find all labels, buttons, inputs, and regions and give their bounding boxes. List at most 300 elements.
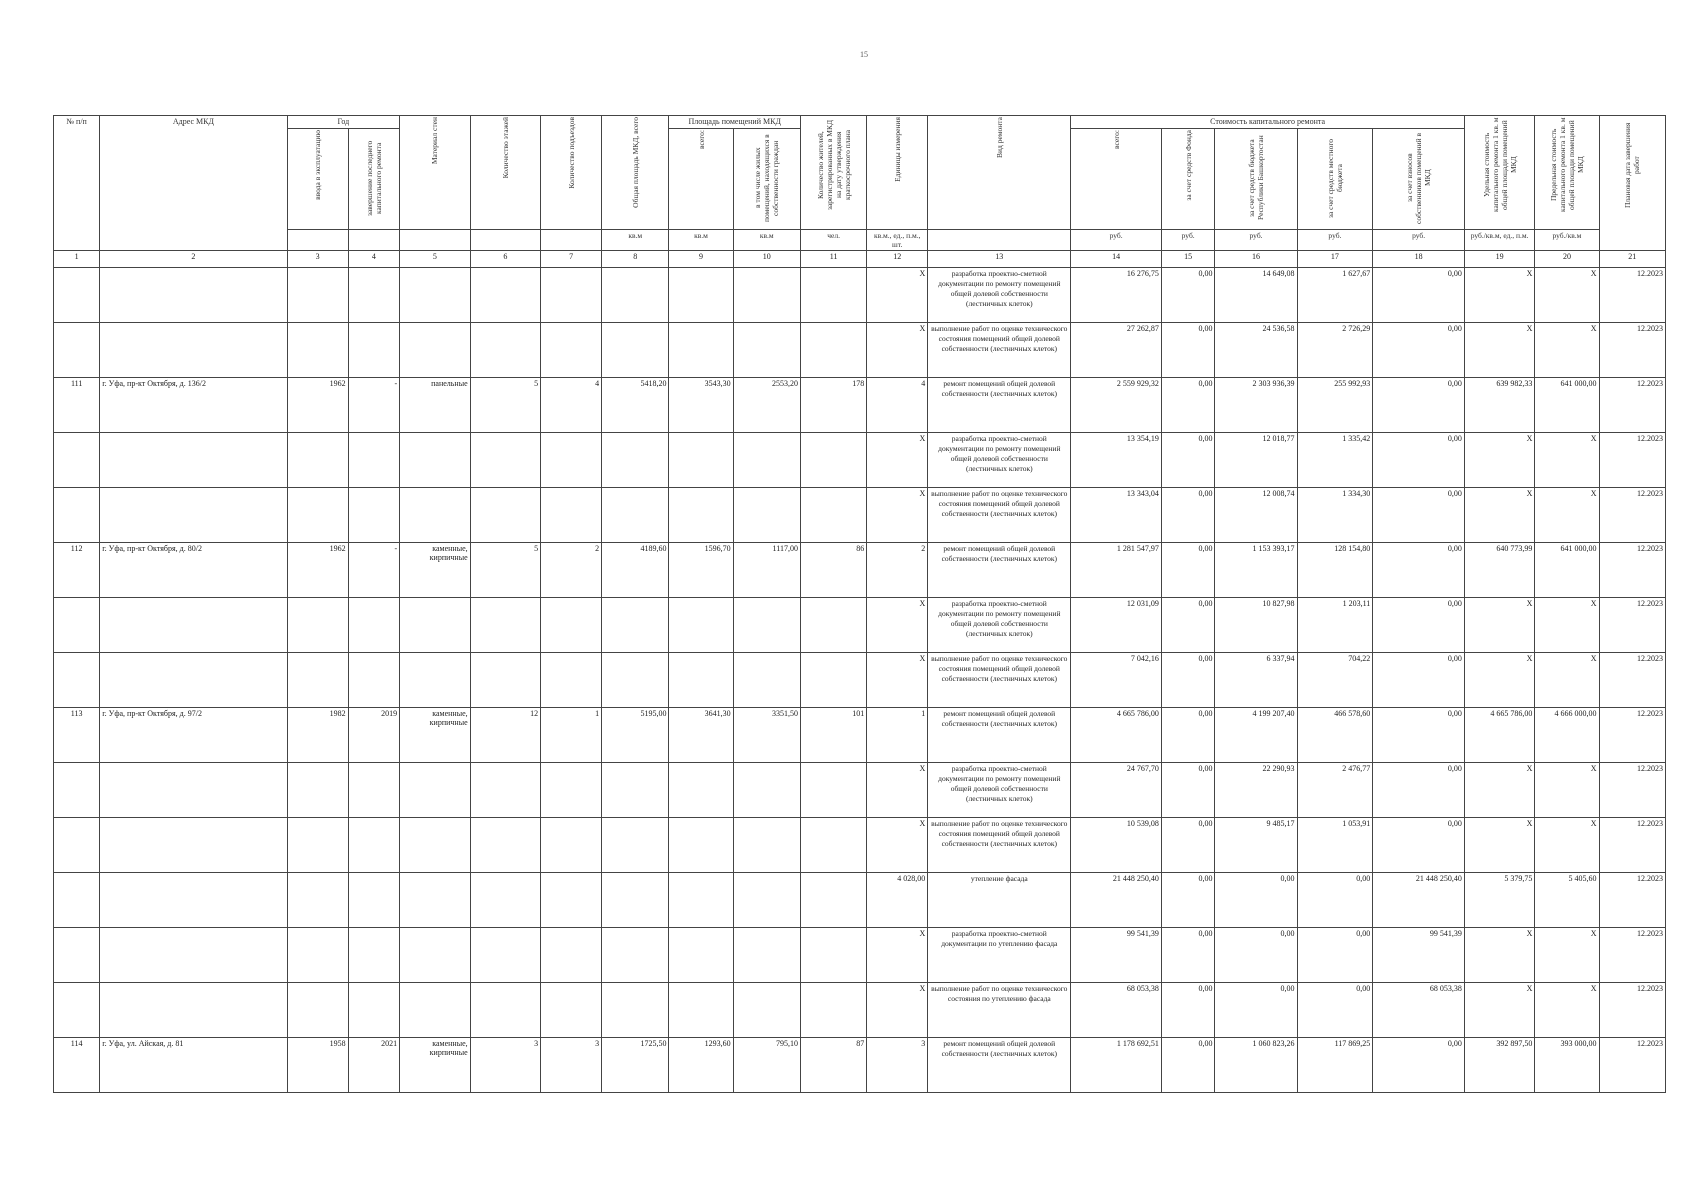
header-cost-owners: за счет взносов собственников помещений в МКД — [1373, 129, 1465, 230]
column-number: 7 — [541, 251, 602, 268]
cost-local: 1 203,11 — [1297, 598, 1373, 653]
cost-republic: 12 018,77 — [1215, 433, 1297, 488]
table-row — [54, 983, 1666, 1038]
empty-cell — [100, 983, 287, 1038]
empty-cell — [100, 598, 287, 653]
table-row — [54, 323, 1666, 378]
empty-cell — [602, 323, 669, 378]
page-number: 15 — [860, 50, 868, 59]
empty-cell — [800, 598, 866, 653]
house-address: г. Уфа, ул. Айская, д. 81 — [100, 1038, 287, 1093]
cost-local: 117 869,25 — [1297, 1038, 1373, 1093]
unit-measure: кв.м., ед., п.м., шт. — [867, 230, 928, 251]
empty-cell — [287, 818, 348, 873]
empty-cell — [669, 268, 733, 323]
cost-fund: 0,00 — [1161, 1038, 1215, 1093]
empty-cell — [348, 873, 400, 928]
cost-owners: 99 541,39 — [1373, 928, 1465, 983]
cost-owners: 0,00 — [1373, 708, 1465, 763]
unit-cost: X — [1464, 268, 1534, 323]
empty-cell — [669, 873, 733, 928]
repair-type: разработка проектно-сметной документации по ремонту помещений общей долевой собственности (лестничных клеток) — [928, 598, 1071, 653]
empty-cell — [287, 598, 348, 653]
header-cost-republic: за счет средств бюджета Республики Башкортостан — [1215, 129, 1297, 230]
empty-cell — [470, 763, 540, 818]
header-residents: Количество жителей, зарегистрированных в МКД на дату утверждения краткосрочного плана — [800, 116, 866, 230]
max-cost: 5 405,60 — [1535, 873, 1599, 928]
residents: 87 — [800, 1038, 866, 1093]
max-cost: X — [1535, 488, 1599, 543]
max-cost: X — [1535, 928, 1599, 983]
cost-republic: 10 827,98 — [1215, 598, 1297, 653]
unit-cost: X — [1464, 763, 1534, 818]
cost-fund: 0,00 — [1161, 323, 1215, 378]
empty-cell — [400, 598, 470, 653]
empty-cell — [470, 268, 540, 323]
planned-date: 12.2023 — [1599, 488, 1665, 543]
house-address: г. Уфа, пр-кт Октября, д. 97/2 — [100, 708, 287, 763]
total-area: 5195,00 — [602, 708, 669, 763]
empty-cell — [400, 488, 470, 543]
column-number: 19 — [1464, 251, 1534, 268]
unit-cost: 392 897,50 — [1464, 1038, 1534, 1093]
cost-republic: 12 008,74 — [1215, 488, 1297, 543]
unit-area-total: кв.м — [669, 230, 733, 251]
empty-cell — [400, 873, 470, 928]
column-number: 9 — [669, 251, 733, 268]
empty-cell — [541, 873, 602, 928]
cost-total: 99 541,39 — [1071, 928, 1161, 983]
max-cost: X — [1535, 763, 1599, 818]
header-area-group: Площадь помещений МКД — [669, 116, 801, 129]
empty-cell — [800, 268, 866, 323]
column-number: 8 — [602, 251, 669, 268]
repair-type: разработка проектно-сметной документации по ремонту помещений общей долевой собственности (лестничных клеток) — [928, 433, 1071, 488]
cost-total: 12 031,09 — [1071, 598, 1161, 653]
cost-fund: 0,00 — [1161, 378, 1215, 433]
empty-cell — [669, 488, 733, 543]
cost-owners: 0,00 — [1373, 818, 1465, 873]
cost-fund: 0,00 — [1161, 983, 1215, 1038]
floors: 3 — [470, 1038, 540, 1093]
empty-cell — [800, 983, 866, 1038]
table-row — [54, 1038, 1666, 1093]
table-row — [54, 378, 1666, 433]
table-row — [54, 708, 1666, 763]
cost-local: 0,00 — [1297, 983, 1373, 1038]
empty-cell — [348, 323, 400, 378]
empty-cell — [669, 818, 733, 873]
cost-fund: 0,00 — [1161, 708, 1215, 763]
year-last-repair: 2019 — [348, 708, 400, 763]
unit-cost: 640 773,99 — [1464, 543, 1534, 598]
empty-cell — [348, 818, 400, 873]
cost-owners: 0,00 — [1373, 598, 1465, 653]
wall-material: каменные, кирпичные — [400, 543, 470, 598]
empty-cell — [800, 818, 866, 873]
empty-cell — [287, 983, 348, 1038]
empty-cell — [348, 653, 400, 708]
empty-cell — [733, 433, 800, 488]
cost-republic: 14 649,08 — [1215, 268, 1297, 323]
house-address: г. Уфа, пр-кт Октября, д. 136/2 — [100, 378, 287, 433]
column-number: 16 — [1215, 251, 1297, 268]
year-built: 1982 — [287, 708, 348, 763]
unit-cost: X — [1464, 983, 1534, 1038]
year-built: 1958 — [287, 1038, 348, 1093]
unit-cost: X — [1464, 488, 1534, 543]
unit-quantity: 1 — [867, 708, 928, 763]
cost-local: 0,00 — [1297, 928, 1373, 983]
cost-fund: 0,00 — [1161, 598, 1215, 653]
empty-cell — [602, 268, 669, 323]
empty-cell — [602, 433, 669, 488]
column-number: 10 — [733, 251, 800, 268]
total-area: 5418,20 — [602, 378, 669, 433]
planned-date: 12.2023 — [1599, 983, 1665, 1038]
cost-republic: 22 290,93 — [1215, 763, 1297, 818]
empty-cell — [669, 653, 733, 708]
empty-cell — [541, 433, 602, 488]
empty-cell — [100, 488, 287, 543]
unit-cost: 4 665 786,00 — [1464, 708, 1534, 763]
empty-cell — [470, 433, 540, 488]
cost-total: 16 276,75 — [1071, 268, 1161, 323]
empty-cell — [348, 763, 400, 818]
empty-cell — [470, 488, 540, 543]
cost-owners: 0,00 — [1373, 488, 1465, 543]
floors: 5 — [470, 543, 540, 598]
empty-cell — [54, 653, 100, 708]
unit-area-residential: кв.м — [733, 230, 800, 251]
empty-cell — [669, 983, 733, 1038]
empty-cell — [400, 763, 470, 818]
planned-date: 12.2023 — [1599, 708, 1665, 763]
table-row — [54, 268, 1666, 323]
empty-cell — [348, 928, 400, 983]
empty-cell — [100, 653, 287, 708]
header-unit: Единицы измерения — [867, 116, 928, 230]
empty-cell — [54, 928, 100, 983]
entrances: 3 — [541, 1038, 602, 1093]
cost-republic: 1 060 823,26 — [1215, 1038, 1297, 1093]
table-row — [54, 598, 1666, 653]
header-max-cost: Предельная стоимость капитального ремонта 1 кв. м общей площади помещений МКД — [1535, 116, 1599, 230]
empty-cell — [348, 268, 400, 323]
empty-cell — [541, 598, 602, 653]
empty-cell — [669, 763, 733, 818]
column-number: 13 — [928, 251, 1071, 268]
header-cost-local: за счет средств местного бюджета — [1297, 129, 1373, 230]
cost-total: 13 343,04 — [1071, 488, 1161, 543]
header-year-last-repair: завершение последнего капитального ремонта — [348, 129, 400, 230]
cost-total: 21 448 250,40 — [1071, 873, 1161, 928]
empty-cell — [541, 323, 602, 378]
cost-total: 2 559 929,32 — [1071, 378, 1161, 433]
empty-cell — [800, 433, 866, 488]
empty-cell — [54, 323, 100, 378]
planned-date: 12.2023 — [1599, 1038, 1665, 1093]
empty-cell — [54, 268, 100, 323]
planned-date: 12.2023 — [1599, 598, 1665, 653]
column-number: 4 — [348, 251, 400, 268]
empty-cell — [541, 983, 602, 1038]
cost-total: 7 042,16 — [1071, 653, 1161, 708]
empty-cell — [287, 763, 348, 818]
empty-cell — [733, 653, 800, 708]
empty-cell — [287, 653, 348, 708]
repair-type: ремонт помещений общей долевой собственности (лестничных клеток) — [928, 708, 1071, 763]
table-row — [54, 818, 1666, 873]
empty-cell — [54, 818, 100, 873]
empty-cell — [470, 983, 540, 1038]
column-number: 5 — [400, 251, 470, 268]
cost-total: 68 053,38 — [1071, 983, 1161, 1038]
planned-date: 12.2023 — [1599, 323, 1665, 378]
cost-republic: 4 199 207,40 — [1215, 708, 1297, 763]
unit-quantity: X — [867, 433, 928, 488]
cost-fund: 0,00 — [1161, 433, 1215, 488]
cost-local: 1 627,67 — [1297, 268, 1373, 323]
unit-quantity: X — [867, 598, 928, 653]
planned-date: 12.2023 — [1599, 268, 1665, 323]
column-number: 14 — [1071, 251, 1161, 268]
unit-cost-republic: руб. — [1215, 230, 1297, 251]
unit-max-cost: руб./кв.м — [1535, 230, 1599, 251]
repair-type: утепление фасада — [928, 873, 1071, 928]
empty-cell — [348, 488, 400, 543]
cost-local: 1 053,91 — [1297, 818, 1373, 873]
unit-quantity: 3 — [867, 1038, 928, 1093]
unit-cost-fund: руб. — [1161, 230, 1215, 251]
unit-cost: X — [1464, 653, 1534, 708]
max-cost: X — [1535, 653, 1599, 708]
repair-type: ремонт помещений общей долевой собственности (лестничных клеток) — [928, 378, 1071, 433]
house-number: 113 — [54, 708, 100, 763]
header-cost-total: всего: — [1071, 129, 1161, 230]
empty-cell — [400, 323, 470, 378]
table-row — [54, 653, 1666, 708]
cost-fund: 0,00 — [1161, 653, 1215, 708]
unit-quantity: 4 — [867, 378, 928, 433]
empty-cell — [348, 983, 400, 1038]
area-residential: 795,10 — [733, 1038, 800, 1093]
cost-fund: 0,00 — [1161, 268, 1215, 323]
planned-date: 12.2023 — [1599, 873, 1665, 928]
entrances: 4 — [541, 378, 602, 433]
area-residential: 1117,00 — [733, 543, 800, 598]
header-cost-group: Стоимость капитального ремонта — [1071, 116, 1465, 129]
area-residential: 2553,20 — [733, 378, 800, 433]
residents: 178 — [800, 378, 866, 433]
empty-cell — [54, 763, 100, 818]
max-cost: X — [1535, 268, 1599, 323]
empty-cell — [100, 763, 287, 818]
empty-cell — [54, 598, 100, 653]
empty-cell — [669, 598, 733, 653]
unit-quantity: X — [867, 653, 928, 708]
empty-cell — [100, 928, 287, 983]
total-area: 1725,50 — [602, 1038, 669, 1093]
cost-owners: 0,00 — [1373, 378, 1465, 433]
column-number: 12 — [867, 251, 928, 268]
cost-republic: 0,00 — [1215, 873, 1297, 928]
cost-local: 1 335,42 — [1297, 433, 1373, 488]
empty-cell — [400, 818, 470, 873]
column-number: 17 — [1297, 251, 1373, 268]
empty-cell — [541, 268, 602, 323]
area-residential: 3351,50 — [733, 708, 800, 763]
header-wall-material: Материал стен — [400, 116, 470, 230]
cost-local: 128 154,80 — [1297, 543, 1373, 598]
header-planned-date: Плановая дата завершения работ — [1599, 116, 1665, 251]
cost-owners: 0,00 — [1373, 323, 1465, 378]
max-cost: X — [1535, 433, 1599, 488]
empty-cell — [100, 268, 287, 323]
header-address: Адрес МКД — [100, 116, 287, 251]
planned-date: 12.2023 — [1599, 433, 1665, 488]
repair-type: разработка проектно-сметной документации по ремонту помещений общей долевой собственности (лестничных клеток) — [928, 268, 1071, 323]
unit-residents: чел. — [800, 230, 866, 251]
empty-cell — [669, 433, 733, 488]
empty-cell — [733, 763, 800, 818]
empty-cell — [602, 598, 669, 653]
cost-total: 10 539,08 — [1071, 818, 1161, 873]
empty-cell — [54, 488, 100, 543]
unit-quantity: X — [867, 818, 928, 873]
empty-cell — [733, 818, 800, 873]
max-cost: 393 000,00 — [1535, 1038, 1599, 1093]
column-number: 18 — [1373, 251, 1465, 268]
empty-cell — [287, 433, 348, 488]
column-number: 21 — [1599, 251, 1665, 268]
residents: 101 — [800, 708, 866, 763]
cost-local: 0,00 — [1297, 873, 1373, 928]
year-last-repair: - — [348, 378, 400, 433]
empty-cell — [100, 433, 287, 488]
cost-republic: 9 485,17 — [1215, 818, 1297, 873]
planned-date: 12.2023 — [1599, 763, 1665, 818]
unit-cost: 5 379,75 — [1464, 873, 1534, 928]
empty-cell — [800, 763, 866, 818]
repair-type: ремонт помещений общей долевой собственности (лестничных клеток) — [928, 1038, 1071, 1093]
cost-fund: 0,00 — [1161, 873, 1215, 928]
header-unit-cost: Удельная стоимость капитального ремонта 1 кв. м общей площади помещений МКД — [1464, 116, 1534, 230]
empty-cell — [348, 598, 400, 653]
cost-total: 1 281 547,97 — [1071, 543, 1161, 598]
repair-type: выполнение работ по оценке технического состояния помещений общей долевой собственности (лестничных клеток) — [928, 653, 1071, 708]
empty-cell — [287, 323, 348, 378]
unit-cost: X — [1464, 928, 1534, 983]
planned-date: 12.2023 — [1599, 653, 1665, 708]
empty-cell — [470, 653, 540, 708]
cost-owners: 0,00 — [1373, 653, 1465, 708]
empty-cell — [541, 653, 602, 708]
repair-type: выполнение работ по оценке технического состояния помещений общей долевой собственности (лестничных клеток) — [928, 488, 1071, 543]
empty-cell — [470, 323, 540, 378]
empty-cell — [800, 323, 866, 378]
empty-cell — [602, 873, 669, 928]
unit-quantity: X — [867, 488, 928, 543]
column-number: 3 — [287, 251, 348, 268]
area-total: 3543,30 — [669, 378, 733, 433]
cost-owners: 0,00 — [1373, 1038, 1465, 1093]
cost-local: 255 992,93 — [1297, 378, 1373, 433]
repair-type: выполнение работ по оценке технического состояния помещений общей долевой собственности (лестничных клеток) — [928, 323, 1071, 378]
empty-cell — [733, 268, 800, 323]
cost-owners: 0,00 — [1373, 763, 1465, 818]
cost-fund: 0,00 — [1161, 763, 1215, 818]
repair-type: ремонт помещений общей долевой собственности (лестничных клеток) — [928, 543, 1071, 598]
year-last-repair: - — [348, 543, 400, 598]
total-area: 4189,60 — [602, 543, 669, 598]
header-year-group: Год — [287, 116, 400, 129]
header-repair-type: Вид ремонта — [928, 116, 1071, 230]
entrances: 2 — [541, 543, 602, 598]
empty-cell — [733, 983, 800, 1038]
table-row — [54, 763, 1666, 818]
header-entrances: Количество подъездов — [541, 116, 602, 230]
max-cost: 4 666 000,00 — [1535, 708, 1599, 763]
empty-cell — [400, 928, 470, 983]
max-cost: 641 000,00 — [1535, 378, 1599, 433]
empty-cell — [470, 928, 540, 983]
empty-cell — [470, 598, 540, 653]
column-number: 20 — [1535, 251, 1599, 268]
wall-material: панельные — [400, 378, 470, 433]
empty-cell — [602, 488, 669, 543]
empty-cell — [100, 818, 287, 873]
residents: 86 — [800, 543, 866, 598]
empty-cell — [400, 653, 470, 708]
column-number: 1 — [54, 251, 100, 268]
planned-date: 12.2023 — [1599, 928, 1665, 983]
cost-total: 27 262,87 — [1071, 323, 1161, 378]
house-number: 111 — [54, 378, 100, 433]
empty-cell — [470, 873, 540, 928]
planned-date: 12.2023 — [1599, 543, 1665, 598]
cost-republic: 24 536,58 — [1215, 323, 1297, 378]
area-total: 3641,30 — [669, 708, 733, 763]
max-cost: X — [1535, 818, 1599, 873]
empty-cell — [602, 763, 669, 818]
empty-cell — [287, 488, 348, 543]
empty-cell — [100, 323, 287, 378]
empty-cell — [602, 928, 669, 983]
floors: 12 — [470, 708, 540, 763]
empty-cell — [541, 928, 602, 983]
header-cost-fund: за счет средств Фонда — [1161, 129, 1215, 230]
planned-date: 12.2023 — [1599, 818, 1665, 873]
cost-owners: 68 053,38 — [1373, 983, 1465, 1038]
empty-cell — [400, 983, 470, 1038]
unit-quantity: X — [867, 763, 928, 818]
empty-cell — [602, 983, 669, 1038]
header-total-area: Общая площадь МКД, всего — [602, 116, 669, 230]
unit-cost: X — [1464, 323, 1534, 378]
cost-local: 2 726,29 — [1297, 323, 1373, 378]
unit-cost-local: руб. — [1297, 230, 1373, 251]
unit-cost: 639 982,33 — [1464, 378, 1534, 433]
planned-date: 12.2023 — [1599, 378, 1665, 433]
header-year-built: ввода в эксплуатацию — [287, 129, 348, 230]
empty-cell — [733, 488, 800, 543]
repair-type: разработка проектно-сметной документации по утеплению фасада — [928, 928, 1071, 983]
cost-owners: 0,00 — [1373, 433, 1465, 488]
unit-cost: X — [1464, 818, 1534, 873]
repair-type: разработка проектно-сметной документации по ремонту помещений общей долевой собственности (лестничных клеток) — [928, 763, 1071, 818]
empty-cell — [733, 928, 800, 983]
